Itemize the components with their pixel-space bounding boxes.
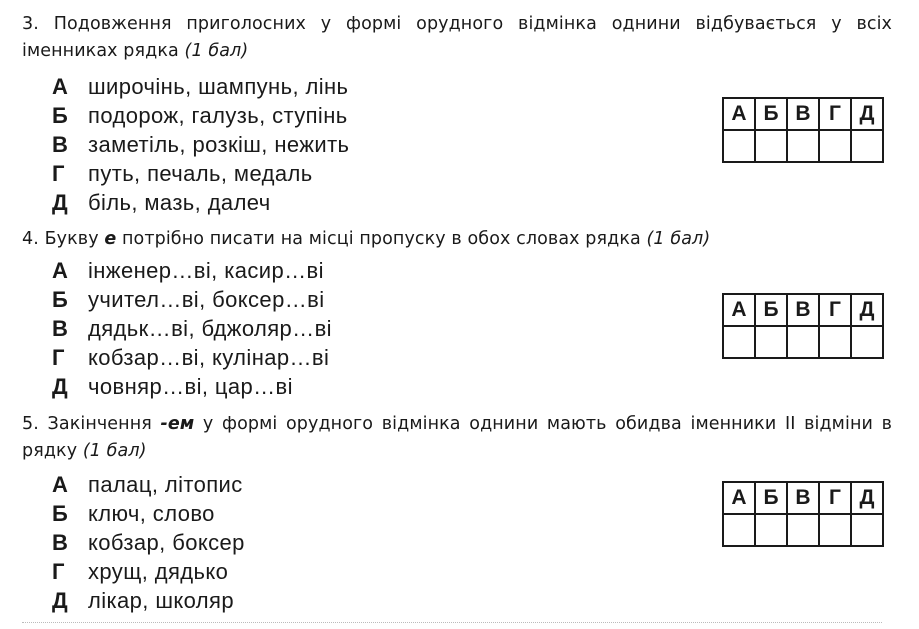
option-text: учител…ві, боксер…ві xyxy=(88,287,325,312)
option-text: кобзар, боксер xyxy=(88,530,245,555)
answer-cell-v[interactable] xyxy=(787,326,819,358)
option-text: човняр…ві, цар…ві xyxy=(88,374,293,399)
answer-grid xyxy=(722,97,884,163)
answer-grid xyxy=(722,481,884,547)
grid-header-d: Д xyxy=(851,294,883,326)
option-b xyxy=(52,101,349,130)
option-a xyxy=(52,470,245,499)
answer-grid-input-row xyxy=(723,514,883,546)
option-letter: Г xyxy=(52,559,65,584)
grid-header-h: Г xyxy=(819,482,851,514)
option-a xyxy=(52,256,332,285)
option-letter: Б xyxy=(52,103,68,128)
option-d xyxy=(52,372,332,401)
option-letter: А xyxy=(52,74,68,99)
option-letter: Д xyxy=(52,374,68,399)
options-list xyxy=(52,72,349,217)
answer-cell-h[interactable] xyxy=(819,130,851,162)
question-stem xyxy=(22,226,892,253)
grid-header-v: В xyxy=(787,482,819,514)
stem-text: у формі орудного відмінка однини мають обидва іменники ІІ відміни в рядку xyxy=(22,414,893,461)
option-h xyxy=(52,159,349,188)
answer-cell-a[interactable] xyxy=(723,130,755,162)
answer-cell-a[interactable] xyxy=(723,514,755,546)
option-letter: Б xyxy=(52,287,68,312)
option-letter: В xyxy=(52,132,68,157)
answer-cell-a[interactable] xyxy=(723,326,755,358)
option-text: інженер…ві, касир…ві xyxy=(88,258,324,283)
points-label: (1 бал) xyxy=(646,229,711,249)
option-letter: Б xyxy=(52,501,68,526)
grid-header-v: В xyxy=(787,98,819,130)
stem-text: потрібно писати на місці пропуску в обох словах рядка xyxy=(116,229,641,249)
answer-cell-d[interactable] xyxy=(851,326,883,358)
answer-cell-v[interactable] xyxy=(787,130,819,162)
grid-header-h: Г xyxy=(819,98,851,130)
option-text: заметіль, розкіш, нежить xyxy=(88,132,350,157)
answer-cell-b[interactable] xyxy=(755,326,787,358)
answer-grid-header-row xyxy=(723,482,883,514)
question-number: 4. xyxy=(22,229,39,249)
answer-cell-b[interactable] xyxy=(755,514,787,546)
points-label: (1 бал) xyxy=(184,41,249,61)
option-text: дядьк…ві, бджоляр…ві xyxy=(88,316,332,341)
option-text: кобзар…ві, кулінар…ві xyxy=(88,345,330,370)
points-label: (1 бал) xyxy=(82,441,147,461)
answer-grid-input-row xyxy=(723,130,883,162)
answer-cell-h[interactable] xyxy=(819,514,851,546)
grid-header-v: В xyxy=(787,294,819,326)
option-letter: А xyxy=(52,258,68,283)
option-h xyxy=(52,343,332,372)
grid-header-d: Д xyxy=(851,98,883,130)
answer-cell-b[interactable] xyxy=(755,130,787,162)
options-list xyxy=(52,470,245,615)
answer-grid-header-row xyxy=(723,294,883,326)
option-v xyxy=(52,528,245,557)
option-h xyxy=(52,557,245,586)
option-letter: Д xyxy=(52,190,68,215)
question-stem xyxy=(22,11,892,65)
grid-header-h: Г xyxy=(819,294,851,326)
option-text: путь, печаль, медаль xyxy=(88,161,313,186)
answer-grid xyxy=(722,293,884,359)
option-a xyxy=(52,72,349,101)
grid-header-b: Б xyxy=(755,482,787,514)
answer-cell-d[interactable] xyxy=(851,130,883,162)
grid-header-a: А xyxy=(723,482,755,514)
option-d xyxy=(52,188,349,217)
grid-header-b: Б xyxy=(755,294,787,326)
grid-header-d: Д xyxy=(851,482,883,514)
option-text: ключ, слово xyxy=(88,501,215,526)
option-letter: Г xyxy=(52,161,65,186)
option-text: біль, мазь, далеч xyxy=(88,190,271,215)
stem-text: Закінчення xyxy=(47,414,161,434)
grid-header-b: Б xyxy=(755,98,787,130)
option-text: лікар, школяр xyxy=(88,588,234,613)
grid-header-a: А xyxy=(723,294,755,326)
option-text: хрущ, дядько xyxy=(88,559,229,584)
option-letter: А xyxy=(52,472,68,497)
grid-header-a: А xyxy=(723,98,755,130)
option-text: подорож, галузь, ступінь xyxy=(88,103,348,128)
stem-text: Подовження приголосних у формі орудного відмінка однини відбувається у всіх іменниках рядка xyxy=(22,14,892,61)
option-v xyxy=(52,130,349,159)
answer-grid-input-row xyxy=(723,326,883,358)
options-list xyxy=(52,256,332,401)
stem-highlight: е xyxy=(104,229,117,249)
option-letter: В xyxy=(52,530,68,555)
answer-cell-v[interactable] xyxy=(787,514,819,546)
stem-highlight: -ем xyxy=(160,414,195,434)
question-number: 3. xyxy=(22,14,39,34)
question-number: 5. xyxy=(22,414,39,434)
option-letter: В xyxy=(52,316,68,341)
answer-cell-h[interactable] xyxy=(819,326,851,358)
option-text: широчінь, шампунь, лінь xyxy=(88,74,349,99)
question-stem xyxy=(22,411,892,465)
option-v xyxy=(52,314,332,343)
option-letter: Г xyxy=(52,345,65,370)
answer-grid-header-row xyxy=(723,98,883,130)
option-letter: Д xyxy=(52,588,68,613)
option-d xyxy=(52,586,245,615)
option-b xyxy=(52,499,245,528)
option-text: палац, літопис xyxy=(88,472,243,497)
option-b xyxy=(52,285,332,314)
answer-cell-d[interactable] xyxy=(851,514,883,546)
stem-text: Букву xyxy=(44,229,105,249)
